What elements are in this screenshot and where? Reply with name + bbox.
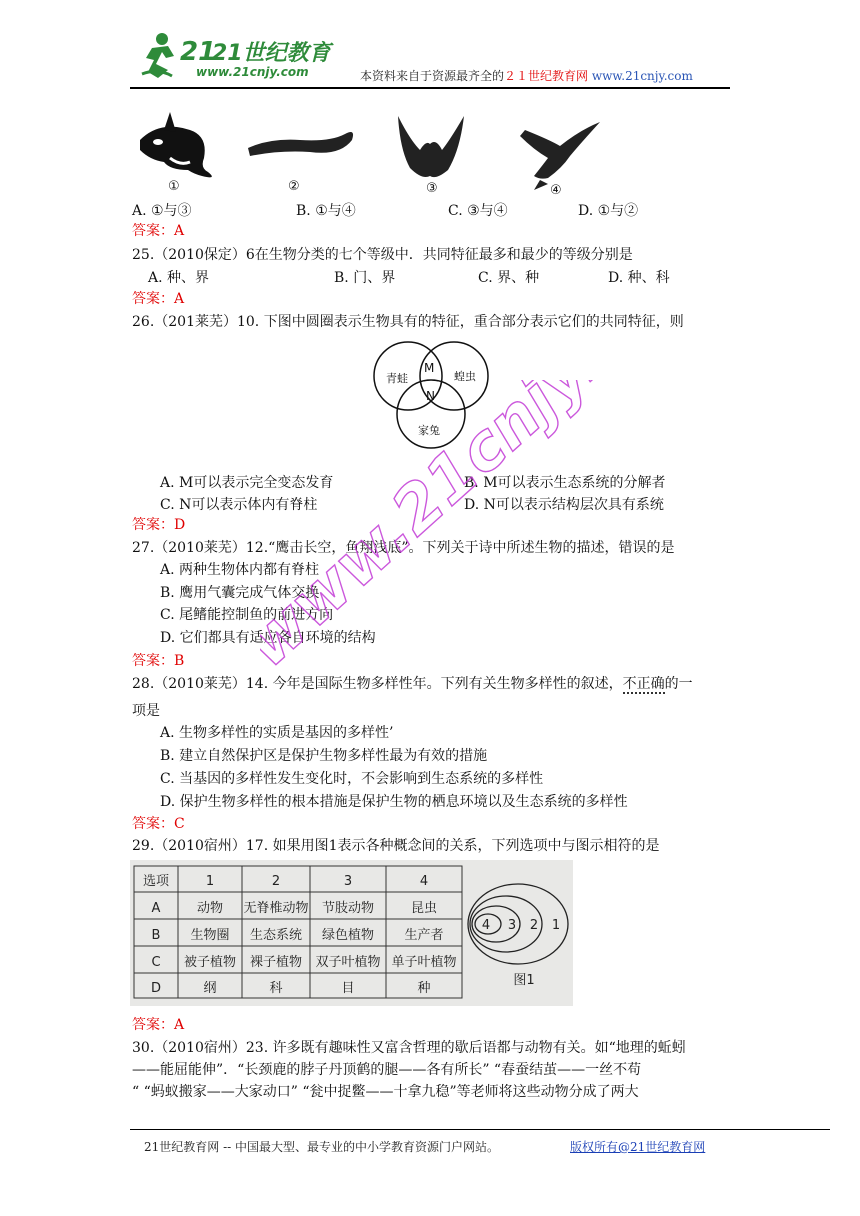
ellipse-label-1: 1 xyxy=(551,918,561,933)
table-cell: 目 xyxy=(341,981,355,996)
q29-stem: 29.（2010宿州）17. 如果用图1表示各种概念间的关系，下列选项中与图示相符的是 xyxy=(132,838,660,854)
q26-answer: 答案：D xyxy=(132,517,186,533)
table-cell: 纲 xyxy=(203,981,217,996)
table-cell: 双子叶植物 xyxy=(315,955,381,970)
table-cell: 生产者 xyxy=(404,928,444,943)
table-cell: B xyxy=(151,928,161,943)
table-cell: 裸子植物 xyxy=(249,955,303,970)
q27-option-d: D. 它们都具有适应各自环境的结构 xyxy=(160,630,376,646)
q24-answer: 答案：A xyxy=(132,223,185,239)
ellipse-label-4: 4 xyxy=(481,918,491,933)
svg-text:③: ③ xyxy=(426,181,438,196)
table-cell: 被子植物 xyxy=(183,955,237,970)
svg-text:④: ④ xyxy=(550,183,562,198)
q28-option-d: D. 保护生物多样性的根本措施是保护生物的栖息环境以及生态系统的多样性 xyxy=(160,794,628,810)
table-cell: 单子叶植物 xyxy=(391,955,457,970)
footer-copyright-link[interactable]: 版权所有@21世纪教育网 xyxy=(570,1140,706,1154)
q27-stem: 27.（2010莱芜）12.“鹰击长空，鱼翔浅底”。下列关于诗中所述生物的描述，错误的是 xyxy=(132,540,675,556)
eel-silhouette xyxy=(248,132,353,156)
watermark-text: www.21cnjy.com xyxy=(260,380,700,680)
table-header-option: 选项 xyxy=(142,874,170,889)
q28-answer: 答案：C xyxy=(132,816,185,832)
table-header-1: 1 xyxy=(205,874,215,889)
eagle-silhouette xyxy=(520,122,600,190)
table-cell: 种 xyxy=(417,981,431,996)
table-header-4: 4 xyxy=(419,874,429,889)
table-cell: C xyxy=(151,955,161,970)
table-cell: D xyxy=(150,981,162,996)
q25-option-c: C. 界、种 xyxy=(478,270,540,286)
venn-diagram xyxy=(366,336,496,454)
table-cell: 昆虫 xyxy=(410,901,438,916)
q25-option-d: D. 种、科 xyxy=(608,270,670,286)
q28-stem-line2: 项是 xyxy=(132,703,160,719)
venn-locust-label: 蝗虫 xyxy=(454,370,476,383)
q27-option-a: A. 两种生物体内都有脊柱 xyxy=(160,562,320,578)
q28-option-b: B. 建立自然保护区是保护生物多样性最为有效的措施 xyxy=(160,748,488,764)
bat-silhouette xyxy=(398,116,464,177)
venn-frog-label: 青蛙 xyxy=(386,372,408,385)
q24-option-a: A. ①与③ xyxy=(132,203,192,219)
table-cell: A xyxy=(151,901,161,916)
q25-option-a: A. 种、界 xyxy=(148,270,210,286)
svg-text:www.21cnjy.com: www.21cnjy.com xyxy=(196,65,309,79)
table-cell: 无脊椎动物 xyxy=(243,901,309,916)
q24-option-c: C. ③与④ xyxy=(448,203,508,219)
q30-line1: 30.（2010宿州）23. 许多既有趣味性又富含哲理的歇后语都与动物有关。如“地理的蚯蚓 xyxy=(132,1040,686,1056)
svg-text:①: ① xyxy=(168,179,180,194)
q25-stem: 25.（2010保定）6在生物分类的七个等级中．共同特征最多和最少的等级分别是 xyxy=(132,247,633,263)
header-rule xyxy=(130,87,730,89)
table-cell: 绿色植物 xyxy=(321,928,375,943)
q27-answer: 答案：B xyxy=(132,653,185,669)
svg-text:21世纪教育: 21世纪教育 xyxy=(212,41,331,66)
site-logo xyxy=(138,30,338,82)
q30-line2: ——能屈能伸”．“长颈鹿的脖子丹顶鹤的腿——各有所长” “春蚕结茧——一丝不苟 xyxy=(132,1062,642,1078)
q25-answer: 答案：A xyxy=(132,291,185,307)
svg-text:21: 21 xyxy=(180,37,217,67)
figure-caption: 图1 xyxy=(513,973,535,988)
table-header-2: 2 xyxy=(271,874,281,889)
footer-left: 21世纪教育网 -- 中国最大型、最专业的中小学教育资源门户网站。 xyxy=(144,1140,500,1154)
venn-m-label: M xyxy=(424,361,435,375)
q30-line3: “ “蚂蚁搬家——大家动口” “瓮中捉鳖——十拿九稳”等老师将这些动物分成了两大 xyxy=(132,1084,639,1100)
table-cell: 动物 xyxy=(196,901,224,916)
q28-stem: 28.（2010莱芜）14. 今年是国际生物多样性年。下列有关生物多样性的叙述，不正确的一 xyxy=(132,676,693,692)
orca-silhouette xyxy=(140,112,212,177)
q28-option-a: A. 生物多样性的实质是基因的多样性’ xyxy=(160,725,394,741)
ellipse-label-2: 2 xyxy=(529,918,539,933)
table-header-3: 3 xyxy=(343,874,353,889)
q24-option-d: D. ①与② xyxy=(578,203,639,219)
q26-stem: 26.（201莱芜）10. 下图中圆圈表示生物具有的特征，重合部分表示它们的共同特征，则 xyxy=(132,314,684,330)
q28-emphasis: 不正确 xyxy=(622,676,665,692)
footer-rule xyxy=(130,1129,830,1130)
venn-rabbit-label: 家兔 xyxy=(418,424,440,437)
q27-option-c: C. 尾鳍能控制鱼的前进方向 xyxy=(160,607,334,623)
animal-images xyxy=(130,110,600,200)
runner-logo-icon xyxy=(138,30,338,82)
table-cell: 生物圈 xyxy=(190,928,230,943)
q29-answer: 答案：A xyxy=(132,1017,185,1033)
q26-option-b: B. M可以表示生态系统的分解者 xyxy=(464,475,666,491)
svg-text:②: ② xyxy=(288,179,300,194)
q25-option-b: B. 门、界 xyxy=(334,270,396,286)
q26-option-c: C. N可以表示体内有脊柱 xyxy=(160,497,318,513)
q26-option-d: D. N可以表示结构层次具有系统 xyxy=(464,497,664,513)
header-notice: 本资料来自于资源最齐全的２１世纪教育网 www.21cnjy.com xyxy=(360,69,693,83)
venn-n-label: N xyxy=(426,389,435,403)
q27-option-b: B. 鹰用气囊完成气体交换 xyxy=(160,585,320,601)
q26-option-a: A. M可以表示完全变态发育 xyxy=(160,475,334,491)
q28-option-c: C. 当基因的多样性发生变化时，不会影响到生态系统的多样性 xyxy=(160,771,544,787)
q29-figure xyxy=(130,860,573,1006)
table-cell: 科 xyxy=(269,981,283,996)
table-cell: 生态系统 xyxy=(249,928,303,943)
table-cell: 节肢动物 xyxy=(321,901,375,916)
ellipse-label-3: 3 xyxy=(507,918,517,933)
q24-option-b: B. ①与④ xyxy=(296,203,356,219)
